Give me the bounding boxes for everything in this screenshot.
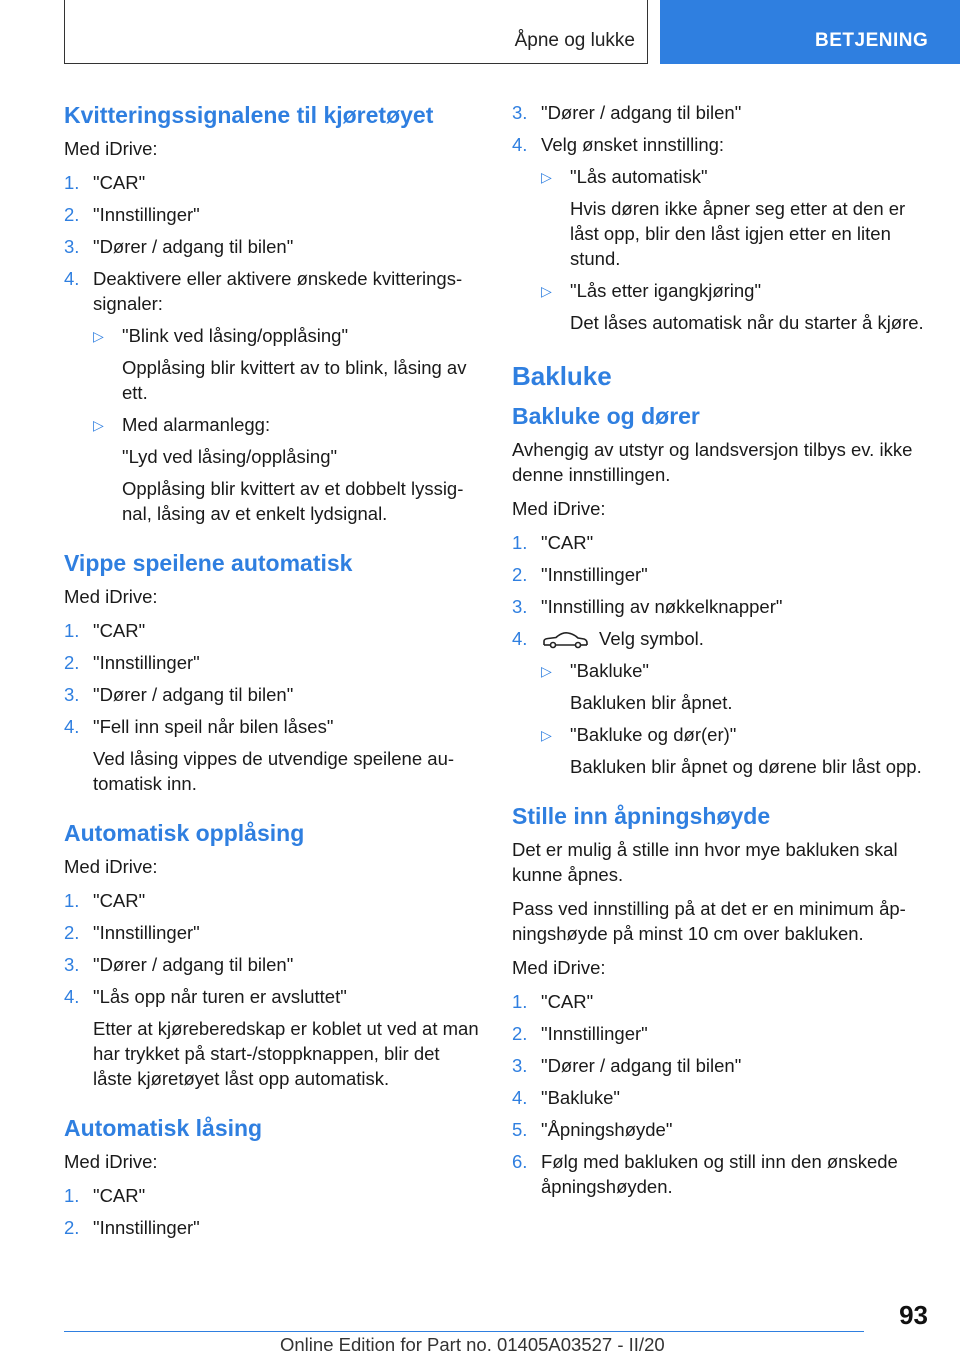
section-title: Automatisk låsing	[64, 1115, 263, 1141]
step-list	[512, 530, 932, 779]
list-item	[512, 1149, 932, 1199]
step-text: "Innstillinger"	[93, 204, 200, 225]
sub-label: "Lås automatisk"	[570, 166, 708, 187]
step-text: "Lås opp når turen er avsluttet"	[93, 986, 347, 1007]
sub-desc: "Lyd ved låsing/opplåsing"	[122, 446, 338, 467]
sub-item	[93, 412, 479, 526]
step-text: "Åpningshøyde"	[541, 1119, 673, 1140]
step-list	[64, 888, 479, 1091]
list-item	[64, 1183, 479, 1208]
section-title: Automatisk opplåsing	[64, 820, 305, 846]
triangle-right-icon: ▷	[541, 283, 552, 299]
step-text: "Innstillinger"	[93, 1217, 200, 1238]
step-text: Velg ønsket innstilling:	[541, 134, 725, 155]
step-number: 3.	[512, 596, 528, 617]
step-number: 1.	[512, 532, 528, 553]
step-number: 3.	[512, 102, 528, 123]
step-text: "Dører / adgang til bilen"	[93, 684, 294, 705]
step-number: 4.	[64, 268, 80, 289]
sub-list	[93, 323, 479, 526]
footer-text[interactable]: Online Edition for Part no. 01405A03527 - II/20	[280, 1334, 665, 1355]
step-text: "CAR"	[93, 620, 146, 641]
triangle-right-icon: ▷	[541, 169, 552, 185]
triangle-right-icon: ▷	[93, 328, 104, 344]
list-item	[512, 594, 932, 619]
paragraph: Det er mulig å stille inn hvor mye bakluken skal kunne åpnes.	[512, 839, 898, 885]
sub-label: "Bakluke og dør(er)"	[570, 724, 737, 745]
step-number: 5.	[512, 1119, 528, 1140]
step-text: "CAR"	[93, 1185, 146, 1206]
list-item	[512, 1117, 932, 1142]
step-list	[64, 170, 479, 526]
section-title: Kvitteringssignalene til kjøretøyet	[64, 102, 434, 128]
triangle-right-icon: ▷	[93, 417, 104, 433]
sub-desc: Hvis døren ikke åpner seg etter at den er låst opp, blir den låst igjen etter en liten stund.	[570, 198, 906, 269]
list-item	[64, 650, 479, 675]
section-title: Stille inn åpningshøyde	[512, 803, 771, 829]
step-text: "Fell inn speil når bilen låses"	[93, 716, 334, 737]
list-item	[512, 530, 932, 555]
step-number: 4.	[64, 716, 80, 737]
intro-text: Med iDrive:	[64, 586, 158, 607]
step-list	[512, 100, 932, 335]
step-text: "Dører / adgang til bilen"	[93, 236, 294, 257]
step-text: "CAR"	[541, 532, 594, 553]
step-number: 2.	[64, 1217, 80, 1238]
step-number: 2.	[512, 564, 528, 585]
header-section-title: Åpne og lukke	[514, 30, 635, 51]
step-text: "Innstilling av nøkkelknapper"	[541, 596, 783, 617]
right-column	[512, 100, 932, 1221]
sub-item	[541, 278, 932, 335]
step-desc: Ved låsing vippes de utvendige speilene au-tomatisk inn.	[93, 748, 455, 794]
step-list	[512, 989, 932, 1199]
step-text: Følg med bakluken og still inn den ønskede åpningshøyden.	[541, 1151, 898, 1197]
step-text: "Innstillinger"	[93, 922, 200, 943]
list-item	[64, 714, 479, 796]
step-text: "Dører / adgang til bilen"	[541, 1055, 742, 1076]
step-number: 4.	[512, 628, 528, 649]
sub-label: "Lås etter igangkjøring"	[570, 280, 762, 301]
list-item	[64, 920, 479, 945]
step-number: 4.	[512, 134, 528, 155]
chapter-title: Bakluke	[512, 361, 612, 391]
list-item	[64, 682, 479, 707]
step-text: "Innstillinger"	[93, 652, 200, 673]
header-box	[64, 0, 648, 64]
sub-label: "Blink ved låsing/opplåsing"	[122, 325, 349, 346]
step-number: 1.	[64, 620, 80, 641]
list-item	[512, 132, 932, 335]
list-item	[64, 1215, 479, 1240]
car-key-icon	[541, 630, 589, 650]
step-number: 1.	[64, 1185, 80, 1206]
intro-text: Med iDrive:	[64, 138, 158, 159]
list-item	[512, 1085, 932, 1110]
list-item	[64, 234, 479, 259]
sub-desc: Opplåsing blir kvittert av to blink, låsing av ett.	[122, 357, 467, 403]
triangle-right-icon: ▷	[541, 727, 552, 743]
step-text: "Bakluke"	[541, 1087, 620, 1108]
list-item	[64, 984, 479, 1091]
step-desc: Etter at kjøreberedskap er koblet ut ved at man har trykket på start-/stoppknappen, blir det låste kjøretøyet låst opp automatisk.	[93, 1018, 479, 1089]
step-text: "Dører / adgang til bilen"	[541, 102, 742, 123]
step-text: "CAR"	[93, 890, 146, 911]
intro-text: Med iDrive:	[512, 498, 606, 519]
list-item	[64, 618, 479, 643]
left-column	[64, 100, 479, 1262]
step-text: "Innstillinger"	[541, 564, 648, 585]
sub-desc: Bakluken blir åpnet.	[570, 692, 733, 713]
step-number: 4.	[64, 986, 80, 1007]
step-number: 1.	[512, 991, 528, 1012]
step-number: 3.	[64, 236, 80, 257]
list-item	[64, 888, 479, 913]
sub-label: "Bakluke"	[570, 660, 649, 681]
step-number: 2.	[512, 1023, 528, 1044]
sub-list	[541, 658, 932, 779]
sub-item	[541, 164, 932, 271]
sub-desc: Bakluken blir åpnet og dørene blir låst opp.	[570, 756, 922, 777]
header-tab-label: BETJENING	[815, 30, 929, 51]
step-number: 2.	[64, 922, 80, 943]
step-list	[64, 1183, 479, 1240]
list-item	[64, 202, 479, 227]
intro-text: Med iDrive:	[512, 957, 606, 978]
step-number: 3.	[512, 1055, 528, 1076]
step-text: "CAR"	[541, 991, 594, 1012]
section-title: Bakluke og dører	[512, 403, 700, 429]
sub-item	[541, 658, 932, 715]
list-item	[512, 562, 932, 587]
paragraph: Avhengig av utstyr og landsversjon tilbys ev. ikke denne innstillingen.	[512, 439, 913, 485]
list-item	[64, 952, 479, 977]
step-text: Velg symbol.	[599, 628, 704, 649]
list-item	[64, 170, 479, 195]
step-number: 3.	[64, 954, 80, 975]
list-item	[512, 100, 932, 125]
step-text: "Innstillinger"	[541, 1023, 648, 1044]
list-item	[512, 1021, 932, 1046]
step-number: 1.	[64, 172, 80, 193]
sub-label: Med alarmanlegg:	[122, 414, 271, 435]
step-text: Deaktivere eller aktivere ønskede kvitterings-signaler:	[93, 268, 463, 314]
sub-list	[541, 164, 932, 335]
paragraph: Pass ved innstilling på at det er en minimum åp-ningshøyde på minst 10 cm over bakluken.	[512, 898, 906, 944]
step-number: 2.	[64, 652, 80, 673]
sub-desc: Opplåsing blir kvittert av et dobbelt lyssig-nal, låsing av et enkelt lydsignal.	[122, 478, 464, 524]
intro-text: Med iDrive:	[64, 1151, 158, 1172]
step-number: 4.	[512, 1087, 528, 1108]
list-item	[512, 626, 932, 779]
intro-text: Med iDrive:	[64, 856, 158, 877]
step-text: "CAR"	[93, 172, 146, 193]
step-list	[64, 618, 479, 796]
list-item	[64, 266, 479, 526]
section-title: Vippe speilene automatisk	[64, 550, 353, 576]
header-tab[interactable]	[660, 0, 960, 64]
page-number: 93	[899, 1300, 928, 1330]
sub-desc: Det låses automatisk når du starter å kjøre.	[570, 312, 924, 333]
step-number: 2.	[64, 204, 80, 225]
step-number: 3.	[64, 684, 80, 705]
sub-item	[93, 323, 479, 405]
step-number: 6.	[512, 1151, 528, 1172]
step-text: "Dører / adgang til bilen"	[93, 954, 294, 975]
footer-divider	[64, 1331, 864, 1332]
triangle-right-icon: ▷	[541, 663, 552, 679]
sub-item	[541, 722, 932, 779]
list-item	[512, 1053, 932, 1078]
step-number: 1.	[64, 890, 80, 911]
list-item	[512, 989, 932, 1014]
